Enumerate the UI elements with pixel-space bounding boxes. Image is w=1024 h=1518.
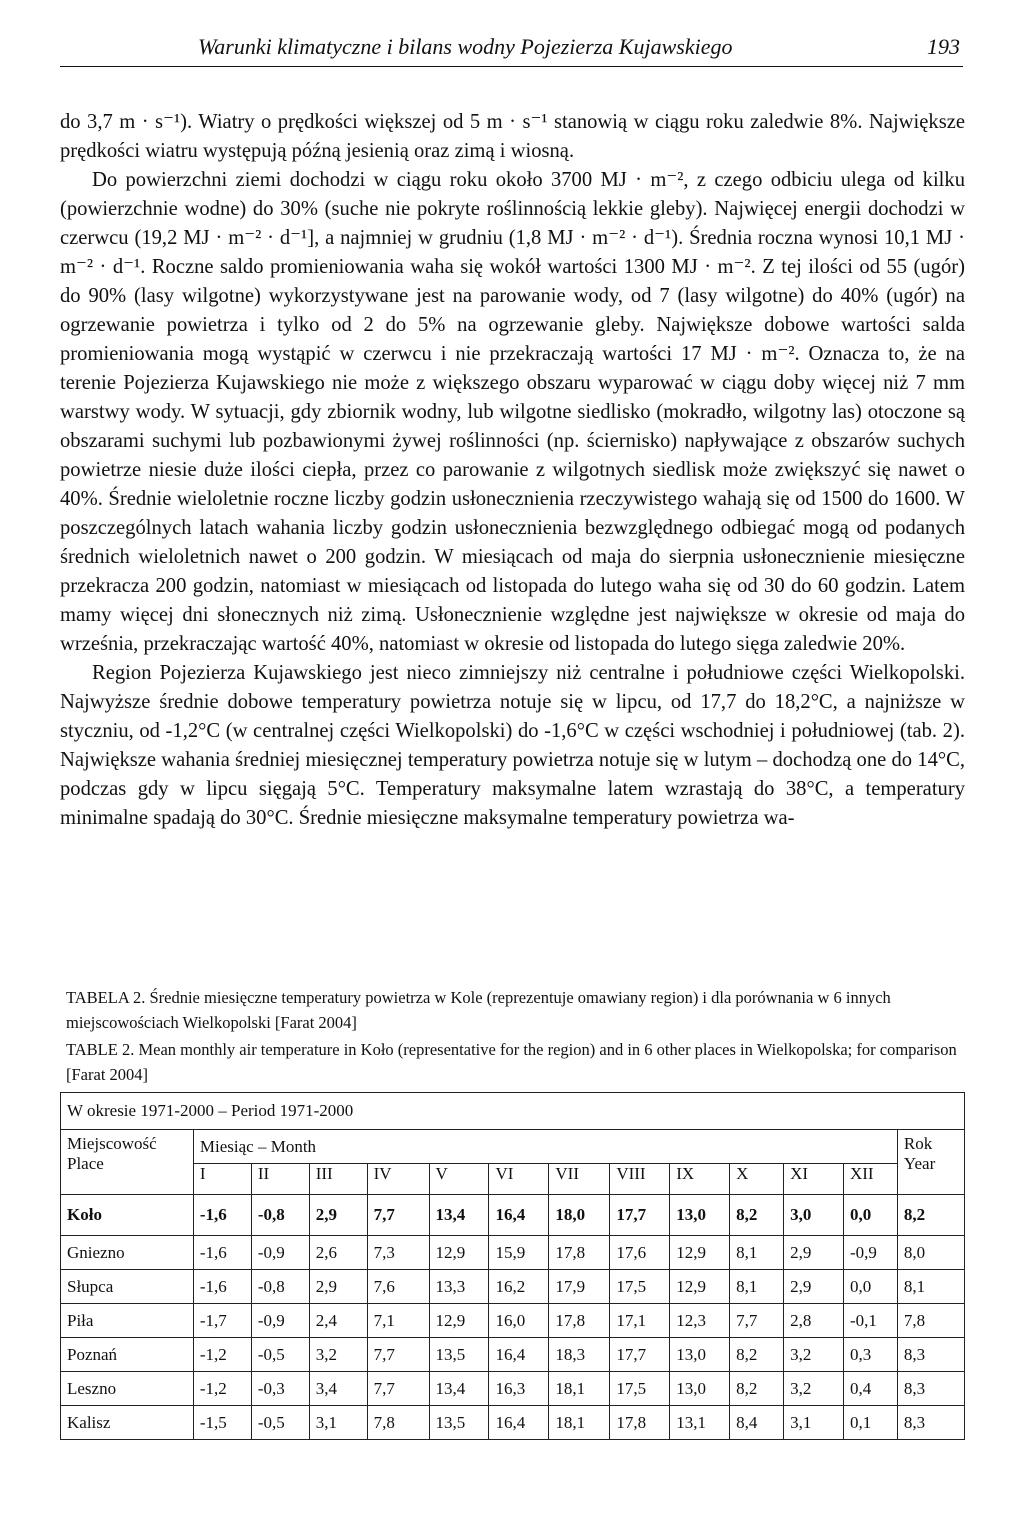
month-header-cell: VIII [610, 1164, 670, 1195]
year-header [897, 1130, 964, 1195]
temperature-cell: 16,2 [489, 1270, 549, 1304]
temperature-cell: -0,8 [251, 1195, 309, 1236]
month-row [61, 1164, 965, 1195]
header-divider [60, 66, 963, 67]
body-text [60, 108, 965, 833]
month-header-cell: II [251, 1164, 309, 1195]
temperature-cell: 2,9 [309, 1270, 367, 1304]
place-cell: Leszno [61, 1372, 194, 1406]
temperature-cell: 17,6 [610, 1236, 670, 1270]
temperature-cell: 15,9 [489, 1236, 549, 1270]
temperature-cell: 3,1 [309, 1406, 367, 1440]
temperature-cell: 16,4 [489, 1195, 549, 1236]
table-row [61, 1406, 965, 1440]
temperature-cell: 3,2 [309, 1338, 367, 1372]
temperature-cell: 3,1 [784, 1406, 844, 1440]
month-header-cell: VII [549, 1164, 610, 1195]
temperature-cell: -0,3 [251, 1372, 309, 1406]
temperature-cell: 18,1 [549, 1406, 610, 1440]
running-title: Warunki klimatyczne i bilans wodny Pojezierza Kujawskiego [198, 34, 733, 59]
month-header-cell: IX [670, 1164, 730, 1195]
temperature-cell: 8,1 [730, 1270, 784, 1304]
temperature-cell: 13,3 [429, 1270, 489, 1304]
month-header-cell: IV [367, 1164, 429, 1195]
year-cell: 8,3 [897, 1372, 964, 1406]
temperature-cell: -1,2 [193, 1372, 251, 1406]
temperature-cell: -0,8 [251, 1270, 309, 1304]
temperature-cell: 18,1 [549, 1372, 610, 1406]
temperature-cell: 0,0 [843, 1195, 897, 1236]
temperature-cell: 13,5 [429, 1406, 489, 1440]
paragraph-radiation: Do powierzchni ziemi dochodzi w ciągu roku około 3700 MJ · m⁻², z czego odbiciu ulega od kilku (powierzchnie wodne) do 30% (suche nie pokryte roślinnością lekkie gleby). Najwięcej energii dochodzi w czerwcu (19,2 MJ · m⁻² · d⁻¹], a najmniej w grudniu (1,8 MJ · m⁻² · d⁻¹). Średnia roczna wynosi 10,1 MJ · m⁻² · d⁻¹. Roczne saldo promieniowania waha się wokół wartości 1300 MJ · m⁻². Z tej ilości od 55 (ugór) do 90% (lasy wilgotne) wykorzystywane jest na parowanie wody, od 7 (lasy wilgotne) do 40% (ugór) na ogrzewanie powietrza i tylko od 2 do 5% na ogrzewanie gleby. Największe dobowe wartości salda promieniowania mogą wystąpić w czerwcu i nie przekraczają wartości 17 MJ · m⁻². Oznacza to, że na terenie Pojezierza Kujawskiego nie może z większego obszaru wyparować w ciągu doby więcej niż 7 mm warstwy wody. W sytuacji, gdy zbiornik wodny, lub wilgotne siedlisko (mokradło, wilgotny las) otoczone są obszarami suchymi lub pozbawionymi żywej roślinności (np. ściernisko) napływające z obszarów suchych powietrze niesie duże ilości ciepła, przez co parowanie z wilgotnych siedlisk może zwiększyć się nawet o 40%. Średnie wieloletnie roczne liczby godzin usłonecznienia rzeczywistego wahają się od 1500 do 1600. W poszczególnych latach wahania liczby godzin usłonecznienia bezwzględnego odbiegać mogą od podanych średnich wieloletnich nawet o 200 godzin. W miesiącach od maja do sierpnia usłonecznienie miesięczne przekracza 200 godzin, natomiast w miesiącach od listopada do lutego waha się od 30 do 60 godzin. Latem mamy więcej dni słonecznych niż zimą. Usłonecznienie względne jest największe w okresie od maja do września, przekraczając wartość 40%, natomiast w okresie od listopada do lutego sięga zaledwie 20%. [60, 169, 965, 655]
page-number: 193 [927, 34, 960, 59]
temperature-cell: 8,2 [730, 1372, 784, 1406]
temperature-cell: 17,8 [549, 1236, 610, 1270]
temperature-cell: -1,2 [193, 1338, 251, 1372]
year-cell: 8,3 [897, 1406, 964, 1440]
temperature-cell: 13,0 [670, 1372, 730, 1406]
temperature-cell: 16,3 [489, 1372, 549, 1406]
month-header-cell: V [429, 1164, 489, 1195]
year-cell: 8,2 [897, 1195, 964, 1236]
temperature-cell: 0,0 [843, 1270, 897, 1304]
month-header-cell: VI [489, 1164, 549, 1195]
temperature-cell: 7,7 [367, 1338, 429, 1372]
place-header-pl: Miejscowość [67, 1134, 157, 1153]
table-body [61, 1195, 965, 1440]
temperature-cell: -0,1 [843, 1304, 897, 1338]
temperature-cell: 12,9 [670, 1270, 730, 1304]
temperature-cell: 3,4 [309, 1372, 367, 1406]
temperature-cell: 13,1 [670, 1406, 730, 1440]
year-header-pl: Rok [903, 1134, 933, 1153]
period-label: W okresie 1971-2000 – Period 1971-2000 [61, 1093, 965, 1130]
temperature-cell: 3,2 [784, 1372, 844, 1406]
temperature-cell: 3,0 [784, 1195, 844, 1236]
table-row [61, 1338, 965, 1372]
table-caption-polish: TABELA 2. Średnie miesięczne temperatury powietrza w Kole (reprezentuje omawiany region) i dla porównania w 6 innych miejscowościach Wielkopolski [Farat 2004] [66, 988, 891, 1032]
month-header: Miesiąc – Month [193, 1130, 897, 1164]
paragraph-temperature: Region Pojezierza Kujawskiego jest nieco zimniejszy niż centralne i południowe części Wielkopolski. Najwyższe średnie dobowe temperatury powietrza notuje się w lipcu, od 17,7 do 18,2°C, a najniższe w styczniu, od -1,2°C (w centralnej części Wielkopolski) do -1,6°C w części wschodniej i południowej (tab. 2). Największe wahania średniej miesięcznej temperatury powietrza notuje się w lutym – dochodzą one do 14°C, podczas gdy w lipcu sięgają 5°C. Temperatury maksymalne latem wzrastają do 38°C, a temperatury minimalne spadają do 30°C. Średnie miesięczne maksymalne temperatury powietrza wa- [60, 662, 965, 829]
temperature-cell: 2,4 [309, 1304, 367, 1338]
temperature-cell: 17,5 [610, 1372, 670, 1406]
temperature-cell: 2,9 [784, 1236, 844, 1270]
temperature-cell: -0,9 [251, 1236, 309, 1270]
temperature-cell: 7,6 [367, 1270, 429, 1304]
year-cell: 8,3 [897, 1338, 964, 1372]
header-row [61, 1130, 965, 1164]
temperature-cell: 18,3 [549, 1338, 610, 1372]
temperature-cell: 0,4 [843, 1372, 897, 1406]
temperature-cell: 17,5 [610, 1270, 670, 1304]
temperature-cell: -1,6 [193, 1236, 251, 1270]
paragraph-wind: do 3,7 m · s⁻¹). Wiatry o prędkości większej od 5 m · s⁻¹ stanowią w ciągu roku zaledwie 8%. Największe prędkości wiatru występują późną jesienią oraz zimą i wiosną. [60, 111, 965, 162]
temperature-cell: -1,6 [193, 1270, 251, 1304]
table-row [61, 1372, 965, 1406]
temperature-cell: 0,3 [843, 1338, 897, 1372]
place-cell: Słupca [61, 1270, 194, 1304]
temperature-cell: 7,1 [367, 1304, 429, 1338]
temperature-cell: 0,1 [843, 1406, 897, 1440]
place-cell: Piła [61, 1304, 194, 1338]
period-row [61, 1093, 965, 1130]
temperature-cell: 17,7 [610, 1195, 670, 1236]
temperature-cell: 13,4 [429, 1372, 489, 1406]
temperature-cell: 17,8 [610, 1406, 670, 1440]
temperature-cell: 18,0 [549, 1195, 610, 1236]
temperature-cell: 8,4 [730, 1406, 784, 1440]
temperature-cell: 7,3 [367, 1236, 429, 1270]
temperature-cell: 8,1 [730, 1236, 784, 1270]
month-header-cell: III [309, 1164, 367, 1195]
table-row [61, 1195, 965, 1236]
temperature-cell: 7,8 [367, 1406, 429, 1440]
temperature-cell: 17,7 [610, 1338, 670, 1372]
table-row [61, 1270, 965, 1304]
temperature-cell: -0,9 [251, 1304, 309, 1338]
temperature-cell: 17,1 [610, 1304, 670, 1338]
year-header-en: Year [903, 1154, 936, 1173]
temperature-cell: 8,2 [730, 1195, 784, 1236]
year-cell: 7,8 [897, 1304, 964, 1338]
month-header-cell: X [730, 1164, 784, 1195]
temperature-cell: 12,9 [429, 1236, 489, 1270]
table-row [61, 1236, 965, 1270]
temperature-table [60, 1092, 965, 1440]
temperature-cell: 2,8 [784, 1304, 844, 1338]
temperature-cell: 2,6 [309, 1236, 367, 1270]
table-caption-english: TABLE 2. Mean monthly air temperature in Koło (representative for the region) and in 6 other places in Wielkopolska; for comparison [Farat 2004] [66, 1040, 957, 1084]
place-header-en: Place [67, 1154, 104, 1173]
place-cell: Gniezno [61, 1236, 194, 1270]
year-cell: 8,1 [897, 1270, 964, 1304]
table-row [61, 1304, 965, 1338]
month-header-cell: XI [784, 1164, 844, 1195]
temperature-cell: 16,4 [489, 1338, 549, 1372]
temperature-cell: 17,8 [549, 1304, 610, 1338]
temperature-cell: -1,7 [193, 1304, 251, 1338]
temperature-cell: 13,4 [429, 1195, 489, 1236]
temperature-cell: 2,9 [309, 1195, 367, 1236]
temperature-cell: 7,7 [367, 1372, 429, 1406]
temperature-cell: 12,3 [670, 1304, 730, 1338]
place-cell: Kalisz [61, 1406, 194, 1440]
temperature-cell: -1,5 [193, 1406, 251, 1440]
temperature-cell: -0,5 [251, 1338, 309, 1372]
temperature-cell: -0,5 [251, 1406, 309, 1440]
page-header [60, 34, 960, 66]
temperature-cell: 12,9 [429, 1304, 489, 1338]
temperature-cell: 7,7 [730, 1304, 784, 1338]
month-header-cell: XII [843, 1164, 897, 1195]
month-header-cell: I [193, 1164, 251, 1195]
temperature-cell: -0,9 [843, 1236, 897, 1270]
year-cell: 8,0 [897, 1236, 964, 1270]
temperature-cell: 7,7 [367, 1195, 429, 1236]
temperature-cell: 13,0 [670, 1195, 730, 1236]
temperature-cell: -1,6 [193, 1195, 251, 1236]
temperature-cell: 16,0 [489, 1304, 549, 1338]
temperature-cell: 3,2 [784, 1338, 844, 1372]
temperature-cell: 8,2 [730, 1338, 784, 1372]
place-cell: Koło [61, 1195, 194, 1236]
place-cell: Poznań [61, 1338, 194, 1372]
temperature-cell: 16,4 [489, 1406, 549, 1440]
temperature-cell: 13,5 [429, 1338, 489, 1372]
temperature-cell: 2,9 [784, 1270, 844, 1304]
temperature-cell: 13,0 [670, 1338, 730, 1372]
place-header [61, 1130, 194, 1195]
temperature-cell: 12,9 [670, 1236, 730, 1270]
temperature-cell: 17,9 [549, 1270, 610, 1304]
